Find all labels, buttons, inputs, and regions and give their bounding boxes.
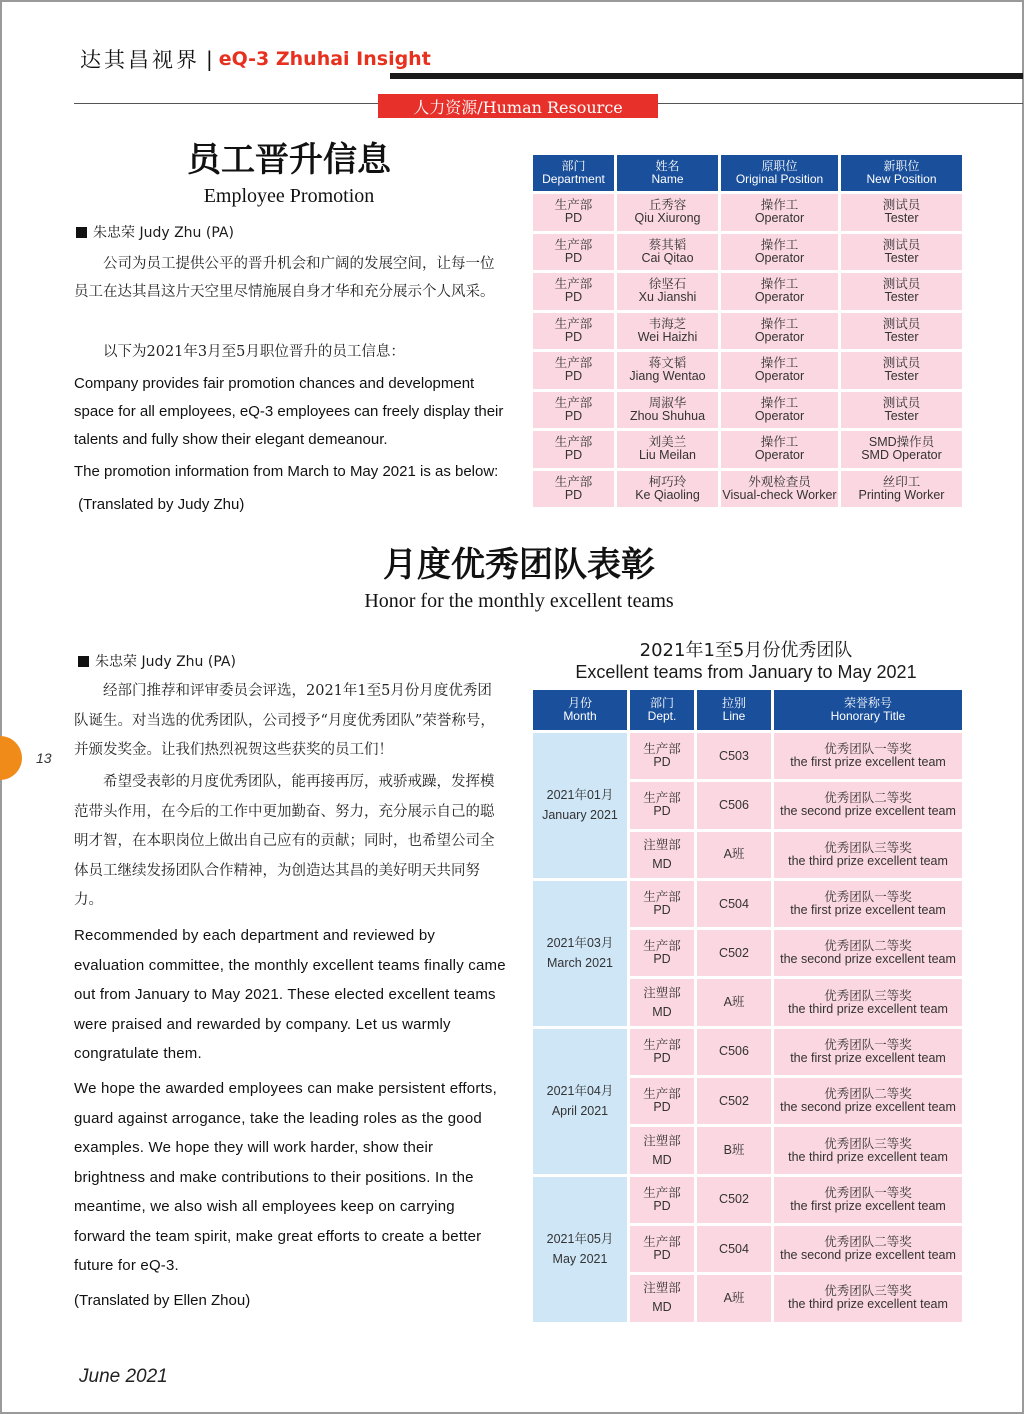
cell-name: 徐坚石 Xu Jianshi — [617, 273, 718, 310]
cell-honorary-title: 优秀团队一等奖 the first prize excellent team — [774, 881, 962, 927]
cell-name: 周淑华 Zhou Shuhua — [617, 392, 718, 429]
page-number: 13 — [36, 750, 52, 766]
cell-name: 蔡其韬 Cai Qitao — [617, 234, 718, 271]
cell-line: A班 — [697, 832, 771, 878]
magazine-name-cn: 达其昌视界 — [80, 48, 200, 72]
cell-department: 生产部 PD — [533, 273, 614, 310]
teams-paragraph1-cn: 经部门推荐和评审委员会评选，2021年1至5月份月度优秀团队诞生。对当选的优秀团队，公司授予“月度优秀团队”荣誉称号，并颁发奖金。让我们热烈祝贺这些获奖的员工们！ — [74, 683, 495, 758]
header-honorary-title: 荣誉称号 Honorary Title — [774, 690, 962, 730]
cell-original-position: 操作工 Operator — [721, 273, 838, 310]
cell-line: C506 — [697, 1029, 771, 1075]
cell-original-position: 外观检查员 Visual-check Worker — [721, 471, 838, 508]
cell-department: 生产部 PD — [533, 194, 614, 231]
cell-name: 韦海芝 Wei Haizhi — [617, 313, 718, 350]
table-row — [533, 431, 962, 468]
cell-department: 生产部 PD — [533, 471, 614, 508]
cell-honorary-title: 优秀团队三等奖 the third prize excellent team — [774, 1127, 962, 1173]
cell-line: C506 — [697, 782, 771, 828]
cell-dept: 生产部 PD — [630, 1029, 694, 1075]
cell-honorary-title: 优秀团队三等奖 the third prize excellent team — [774, 979, 962, 1025]
teams-author: 朱忠荣 Judy Zhu (PA) — [95, 654, 236, 670]
table-row — [533, 392, 962, 429]
cell-original-position: 操作工 Operator — [721, 234, 838, 271]
cell-department: 生产部 PD — [533, 234, 614, 271]
cell-line: C502 — [697, 1177, 771, 1223]
teams-title-en: Honor for the monthly excellent teams — [364, 590, 674, 612]
teams-table-header — [533, 690, 962, 730]
teams-table-title-en: Excellent teams from January to May 2021 — [575, 662, 917, 682]
table-row — [533, 471, 962, 508]
teams-table-title-cn: 2021年1至5月份优秀团队 — [639, 640, 853, 661]
issue-date: June 2021 — [79, 1366, 168, 1387]
promotion-title-cn: 员工晋升信息 — [187, 140, 391, 180]
header-separator: | — [206, 47, 213, 71]
cell-name: 丘秀容 Qiu Xiurong — [617, 194, 718, 231]
cell-month: 2021年03月 March 2021 — [533, 881, 627, 1026]
cell-honorary-title: 优秀团队三等奖 the third prize excellent team — [774, 832, 962, 878]
cell-line: C504 — [697, 881, 771, 927]
square-bullet-icon — [78, 656, 89, 667]
cell-new-position: 测试员 Tester — [841, 194, 962, 231]
table-row — [533, 313, 962, 350]
cell-new-position: 测试员 Tester — [841, 392, 962, 429]
cell-dept: 注塑部 MD — [630, 1275, 694, 1321]
cell-dept: 注塑部 MD — [630, 832, 694, 878]
cell-dept: 注塑部 MD — [630, 1127, 694, 1173]
cell-dept: 注塑部 MD — [630, 979, 694, 1025]
cell-line: C504 — [697, 1226, 771, 1272]
cell-name: 蒋文韬 Jiang Wentao — [617, 352, 718, 389]
cell-dept: 生产部 PD — [630, 733, 694, 779]
cell-dept: 生产部 PD — [630, 1078, 694, 1124]
header-month: 月份 Month — [533, 690, 627, 730]
table-row — [533, 194, 962, 231]
cell-honorary-title: 优秀团队二等奖 the second prize excellent team — [774, 1078, 962, 1124]
cell-new-position: 测试员 Tester — [841, 273, 962, 310]
cell-original-position: 操作工 Operator — [721, 313, 838, 350]
cell-month: 2021年04月 April 2021 — [533, 1029, 627, 1174]
table-row — [533, 234, 962, 271]
cell-line: A班 — [697, 979, 771, 1025]
cell-department: 生产部 PD — [533, 431, 614, 468]
promotion-paragraph-cn: 公司为员工提供公平的晋升机会和广阔的发展空间，让每一位员工在达其昌这片天空里尽情施展自身才华和充分展示个人风采。 — [74, 256, 495, 300]
cell-honorary-title: 优秀团队一等奖 the first prize excellent team — [774, 733, 962, 779]
promotion-title-en: Employee Promotion — [203, 185, 375, 207]
cell-line: C502 — [697, 930, 771, 976]
table-row — [533, 881, 962, 927]
header-dept: 部门 Dept. — [630, 690, 694, 730]
teams-byline — [78, 651, 236, 671]
cell-new-position: 测试员 Tester — [841, 313, 962, 350]
cell-original-position: 操作工 Operator — [721, 352, 838, 389]
cell-new-position: SMD操作员 SMD Operator — [841, 431, 962, 468]
cell-honorary-title: 优秀团队一等奖 the first prize excellent team — [774, 1029, 962, 1075]
cell-name: 柯巧玲 Ke Qiaoling — [617, 471, 718, 508]
cell-new-position: 测试员 Tester — [841, 352, 962, 389]
teams-table-body — [533, 733, 962, 1322]
cell-original-position: 操作工 Operator — [721, 431, 838, 468]
teams-title-cn: 月度优秀团队表彰 — [383, 545, 655, 585]
teams-paragraph1-en: Recommended by each department and reviewed by evaluation committee, the monthly excellent teams finally came out from January to May 2021. These elected excellent teams were praised and rewarded by company. Let us warmly congratulate them. — [74, 927, 506, 1062]
cell-name: 刘美兰 Liu Meilan — [617, 431, 718, 468]
table-row — [533, 273, 962, 310]
magazine-name-en: eQ-3 Zhuhai Insight — [218, 48, 431, 70]
table-row — [533, 1177, 962, 1223]
cell-dept: 生产部 PD — [630, 782, 694, 828]
header-name: 姓名 Name — [617, 155, 718, 191]
header-bar — [390, 73, 1023, 79]
table-row — [533, 733, 962, 779]
header-original-position: 原职位 Original Position — [721, 155, 838, 191]
cell-dept: 生产部 PD — [630, 930, 694, 976]
cell-new-position: 测试员 Tester — [841, 234, 962, 271]
promotion-byline — [76, 222, 234, 242]
header-new-position: 新职位 New Position — [841, 155, 962, 191]
cell-new-position: 丝印工 Printing Worker — [841, 471, 962, 508]
cell-line: A班 — [697, 1275, 771, 1321]
cell-line: C503 — [697, 733, 771, 779]
promotion-table — [530, 152, 965, 510]
cell-original-position: 操作工 Operator — [721, 392, 838, 429]
cell-honorary-title: 优秀团队一等奖 the first prize excellent team — [774, 1177, 962, 1223]
promotion-intro-cn: 以下为2021年3月至5月职位晋升的员工信息： — [103, 344, 405, 360]
cell-month: 2021年05月 May 2021 — [533, 1177, 627, 1322]
cell-month: 2021年01月 January 2021 — [533, 733, 627, 878]
promotion-table-body — [533, 194, 962, 507]
section-tag: 人力资源/Human Resource — [378, 94, 658, 118]
cell-honorary-title: 优秀团队二等奖 the second prize excellent team — [774, 782, 962, 828]
teams-translator: (Translated by Ellen Zhou) — [74, 1292, 251, 1309]
promotion-table-header — [533, 155, 962, 191]
promotion-author: 朱忠荣 Judy Zhu (PA) — [93, 225, 234, 241]
teams-table — [530, 687, 965, 1325]
cell-dept: 生产部 PD — [630, 1177, 694, 1223]
cell-dept: 生产部 PD — [630, 881, 694, 927]
teams-paragraph2-en: We hope the awarded employees can make persistent efforts, guard against arrogance, take the leading roles as the good examples. We hope they will work harder, show their brightness and make contributions to their positions. In the meantime, we also wish all employees keep on carrying forward the team spirit, make great efforts to create a better future for eQ-3. — [74, 1080, 497, 1274]
cell-original-position: 操作工 Operator — [721, 194, 838, 231]
magazine-header — [80, 44, 431, 74]
table-row — [533, 352, 962, 389]
cell-department: 生产部 PD — [533, 352, 614, 389]
promotion-paragraph-en: Company provides fair promotion chances and development space for all employees, eQ-3 employees can freely display their talents and fully show their elegant demeanour. — [74, 375, 504, 448]
header-department: 部门 Department — [533, 155, 614, 191]
cell-line: B班 — [697, 1127, 771, 1173]
teams-paragraph2-cn: 希望受表彰的月度优秀团队，能再接再厉，戒骄戒躁，发挥模范带头作用，在今后的工作中更加勤奋、努力，充分展示自己的聪明才智，在本职岗位上做出自己应有的贡献；同时，也希望公司全体员工继续发扬团队合作精神，为创造达其昌的美好明天共同努力。 — [74, 774, 495, 908]
cell-honorary-title: 优秀团队二等奖 the second prize excellent team — [774, 930, 962, 976]
cell-dept: 生产部 PD — [630, 1226, 694, 1272]
cell-honorary-title: 优秀团队三等奖 the third prize excellent team — [774, 1275, 962, 1321]
cell-line: C502 — [697, 1078, 771, 1124]
promotion-intro-en: The promotion information from March to May 2021 is as below: — [74, 463, 499, 480]
header-line: 拉别 Line — [697, 690, 771, 730]
cell-honorary-title: 优秀团队二等奖 the second prize excellent team — [774, 1226, 962, 1272]
cell-department: 生产部 PD — [533, 313, 614, 350]
cell-department: 生产部 PD — [533, 392, 614, 429]
square-bullet-icon — [76, 227, 87, 238]
table-row — [533, 1029, 962, 1075]
promotion-translator: (Translated by Judy Zhu) — [74, 496, 245, 513]
